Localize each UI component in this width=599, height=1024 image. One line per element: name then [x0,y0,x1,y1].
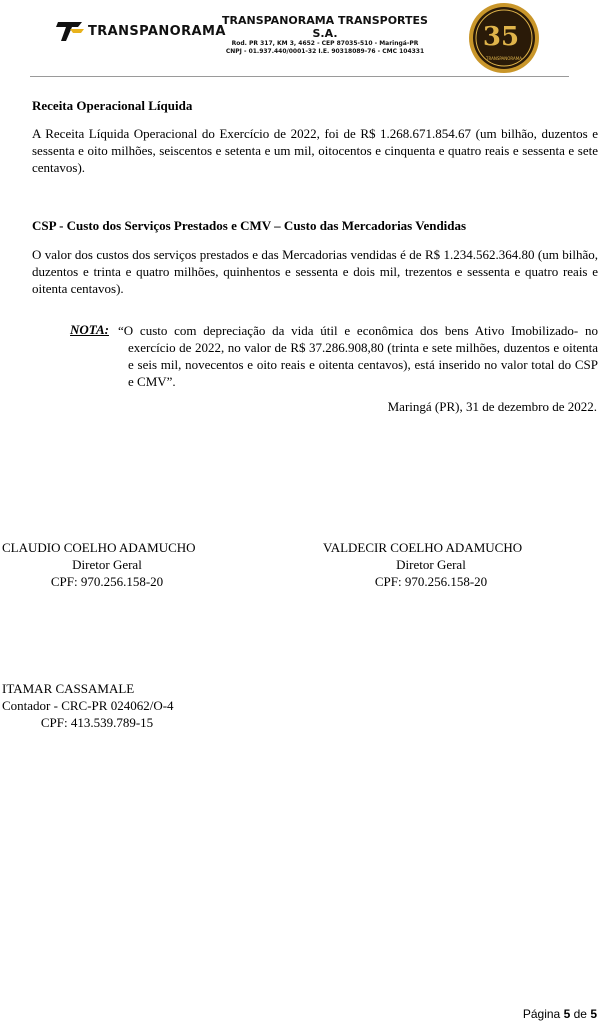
page-number [523,1007,597,1021]
of-label: de [573,1007,587,1021]
logo-mark-icon [56,19,86,43]
seal-text: TRANSPANORAMA [486,56,522,61]
company-address: Rod. PR 317, KM 3, 4652 - CEP 87035-510 - Maringá-PR [231,40,419,47]
page-label: Página [522,1007,561,1021]
nota-text: “O custo com depreciação da vida útil e econômica dos bens Ativo Imobilizado- no exercício de 2022, no valor de R$ 37.286.908,80 (trinta e sete milhões, duzentos e oitenta e seis mil, novecentos e oito reais e oitenta centavos), está inserido no valor total do CSP e CMV”. [118,323,598,389]
signature-block-3 [2,680,192,731]
signatory-name: VALDECIR COELHO ADAMUCHO [323,540,523,555]
section-text-receita: A Receita Líquida Operacional do Exercício de 2022, foi de R$ 1.268.671.854.67 (um bilhão, duzentos e sessenta e oito milhões, seiscentos e setenta e um mil, oitocentos e cinquenta e quatro reais e sessenta e sete centavos). [32,126,598,175]
signatory-doc: CPF: 413.539.789-15 [40,715,154,730]
signatory-role: Contador - CRC-PR 024062/O-4 [2,698,174,713]
signatory-doc: CPF: 970.256.158-20 [50,574,164,589]
anniversary-seal [468,2,540,74]
signature-block-2 [323,539,539,590]
signature-block-1 [2,539,212,590]
header-divider [30,76,569,77]
logo-text: TRANSPANORAMA [88,23,226,39]
company-ids: CNPJ - 01.937.440/0001-32 I.E. 90318089-76 - CMC 104331 [225,48,425,55]
company-info [220,14,430,56]
current-page: 5 [563,1007,571,1021]
company-logo [56,16,226,46]
section-title-receita: Receita Operacional Líquida [32,98,193,113]
signatory-name: ITAMAR CASSAMALE [2,681,135,696]
signatory-role: Diretor Geral [72,557,142,572]
seal-number: 35 [482,22,520,52]
section-text-csp: O valor dos custos dos serviços prestados e das Mercadorias vendidas é de R$ 1.234.562.364.80 (um bilhão, duzentos e trinta e quatro milhões, quinhentos e sessenta e dois mil, trezentos e sessenta e quatro reais e oitenta centavos). [32,247,598,296]
signatory-doc: CPF: 970.256.158-20 [374,574,488,589]
signatory-name: CLAUDIO COELHO ADAMUCHO [2,540,196,555]
signatory-role: Diretor Geral [396,557,466,572]
section-title-csp: CSP - Custo dos Serviços Prestados e CMV – Custo das Mercadorias Vendidas [32,218,467,233]
total-pages: 5 [590,1007,597,1021]
company-name: TRANSPANORAMA TRANSPORTES S.A. [222,14,428,40]
page-header [0,0,599,78]
date-line: Maringá (PR), 31 de dezembro de 2022. [387,399,597,414]
nota-label: NOTA: [70,322,109,337]
